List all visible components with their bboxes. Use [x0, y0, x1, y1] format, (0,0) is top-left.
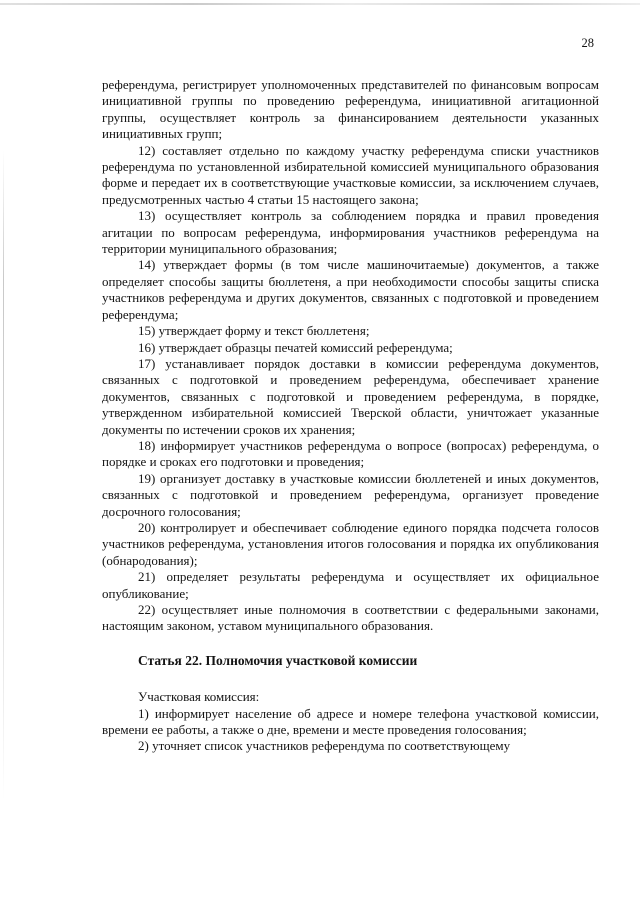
- page-number: 28: [581, 36, 594, 50]
- article-heading: Статья 22. Полномочия участковой комиссии: [138, 652, 418, 668]
- list-item-17: 17) устанавливает порядок доставки в комиссии референдума документов, связанных с подготовкой и проведением референдума, обеспечивает хранение документов, связанных с подготовкой и проведением референдума, в порядке, утвержденном избирательной комиссией Тверской области, уничтожает указанные документы по истечении сроков их хранения;: [102, 355, 599, 437]
- list-item-16: 16) утверждает образцы печатей комиссий референдума;: [138, 339, 453, 355]
- list-item-13: 13) осуществляет контроль за соблюдением порядка и правил проведения агитации по вопросам референдума, информирования участников референдума на территории муниципального образования;: [102, 208, 599, 257]
- list-item-21: 21) определяет результаты референдума и осуществляет их официальное опубликование;: [102, 569, 599, 601]
- list-item-20: 20) контролирует и обеспечивает соблюдение единого порядка подсчета голосов участников референдума, установления итогов голосования и порядка их опубликования (обнародования);: [102, 519, 599, 568]
- list-item-22: 22) осуществляет иные полномочия в соответствии с федеральными законами, настоящим законом, уставом муниципального образования.: [102, 602, 599, 634]
- scan-edge-left: [3, 150, 4, 800]
- list-item-14: 14) утверждает формы (в том числе машиночитаемые) документов, а также определяет способы защиты бюллетеня, а при необходимости способы защиты списка участников референдума и других документов, связанных с подготовкой и проведением референдума;: [102, 257, 599, 322]
- document-body: [102, 77, 599, 755]
- article-lead: Участковая комиссия:: [138, 689, 260, 705]
- paragraph-continuation: референдума, регистрирует уполномоченных представителей по финансовым вопросам инициативной группы по проведению референдума, инициативной агитационной группы, осуществляет контроль за финансированием деятельности указанных инициативных групп;: [102, 77, 599, 142]
- article-item-2: 2) уточняет список участников референдума по соответствующему: [138, 738, 511, 754]
- list-item-15: 15) утверждает форму и текст бюллетеня;: [138, 323, 370, 339]
- list-item-19: 19) организует доставку в участковые комиссии бюллетеней и иных документов, связанных с подготовкой и проведением референдума, организует проведение досрочного голосования;: [102, 470, 599, 519]
- article-item-1: 1) информирует население об адресе и номере телефона участковой комиссии, времени ее работы, а также о дне, времени и месте проведения голосования;: [102, 705, 599, 738]
- list-item-18: 18) информирует участников референдума о вопросе (вопросах) референдума, о порядке и сроках его подготовки и проведения;: [102, 437, 599, 470]
- list-item-12: 12) составляет отдельно по каждому участку референдума списки участников референдума по установленной избирательной комиссией муниципального образования форме и передает их в соответствующие участковые комиссии, за исключением случаев, предусмотренных частью 4 статьи 15 настоящего закона;: [102, 142, 599, 207]
- scan-edge-top: [0, 3, 640, 5]
